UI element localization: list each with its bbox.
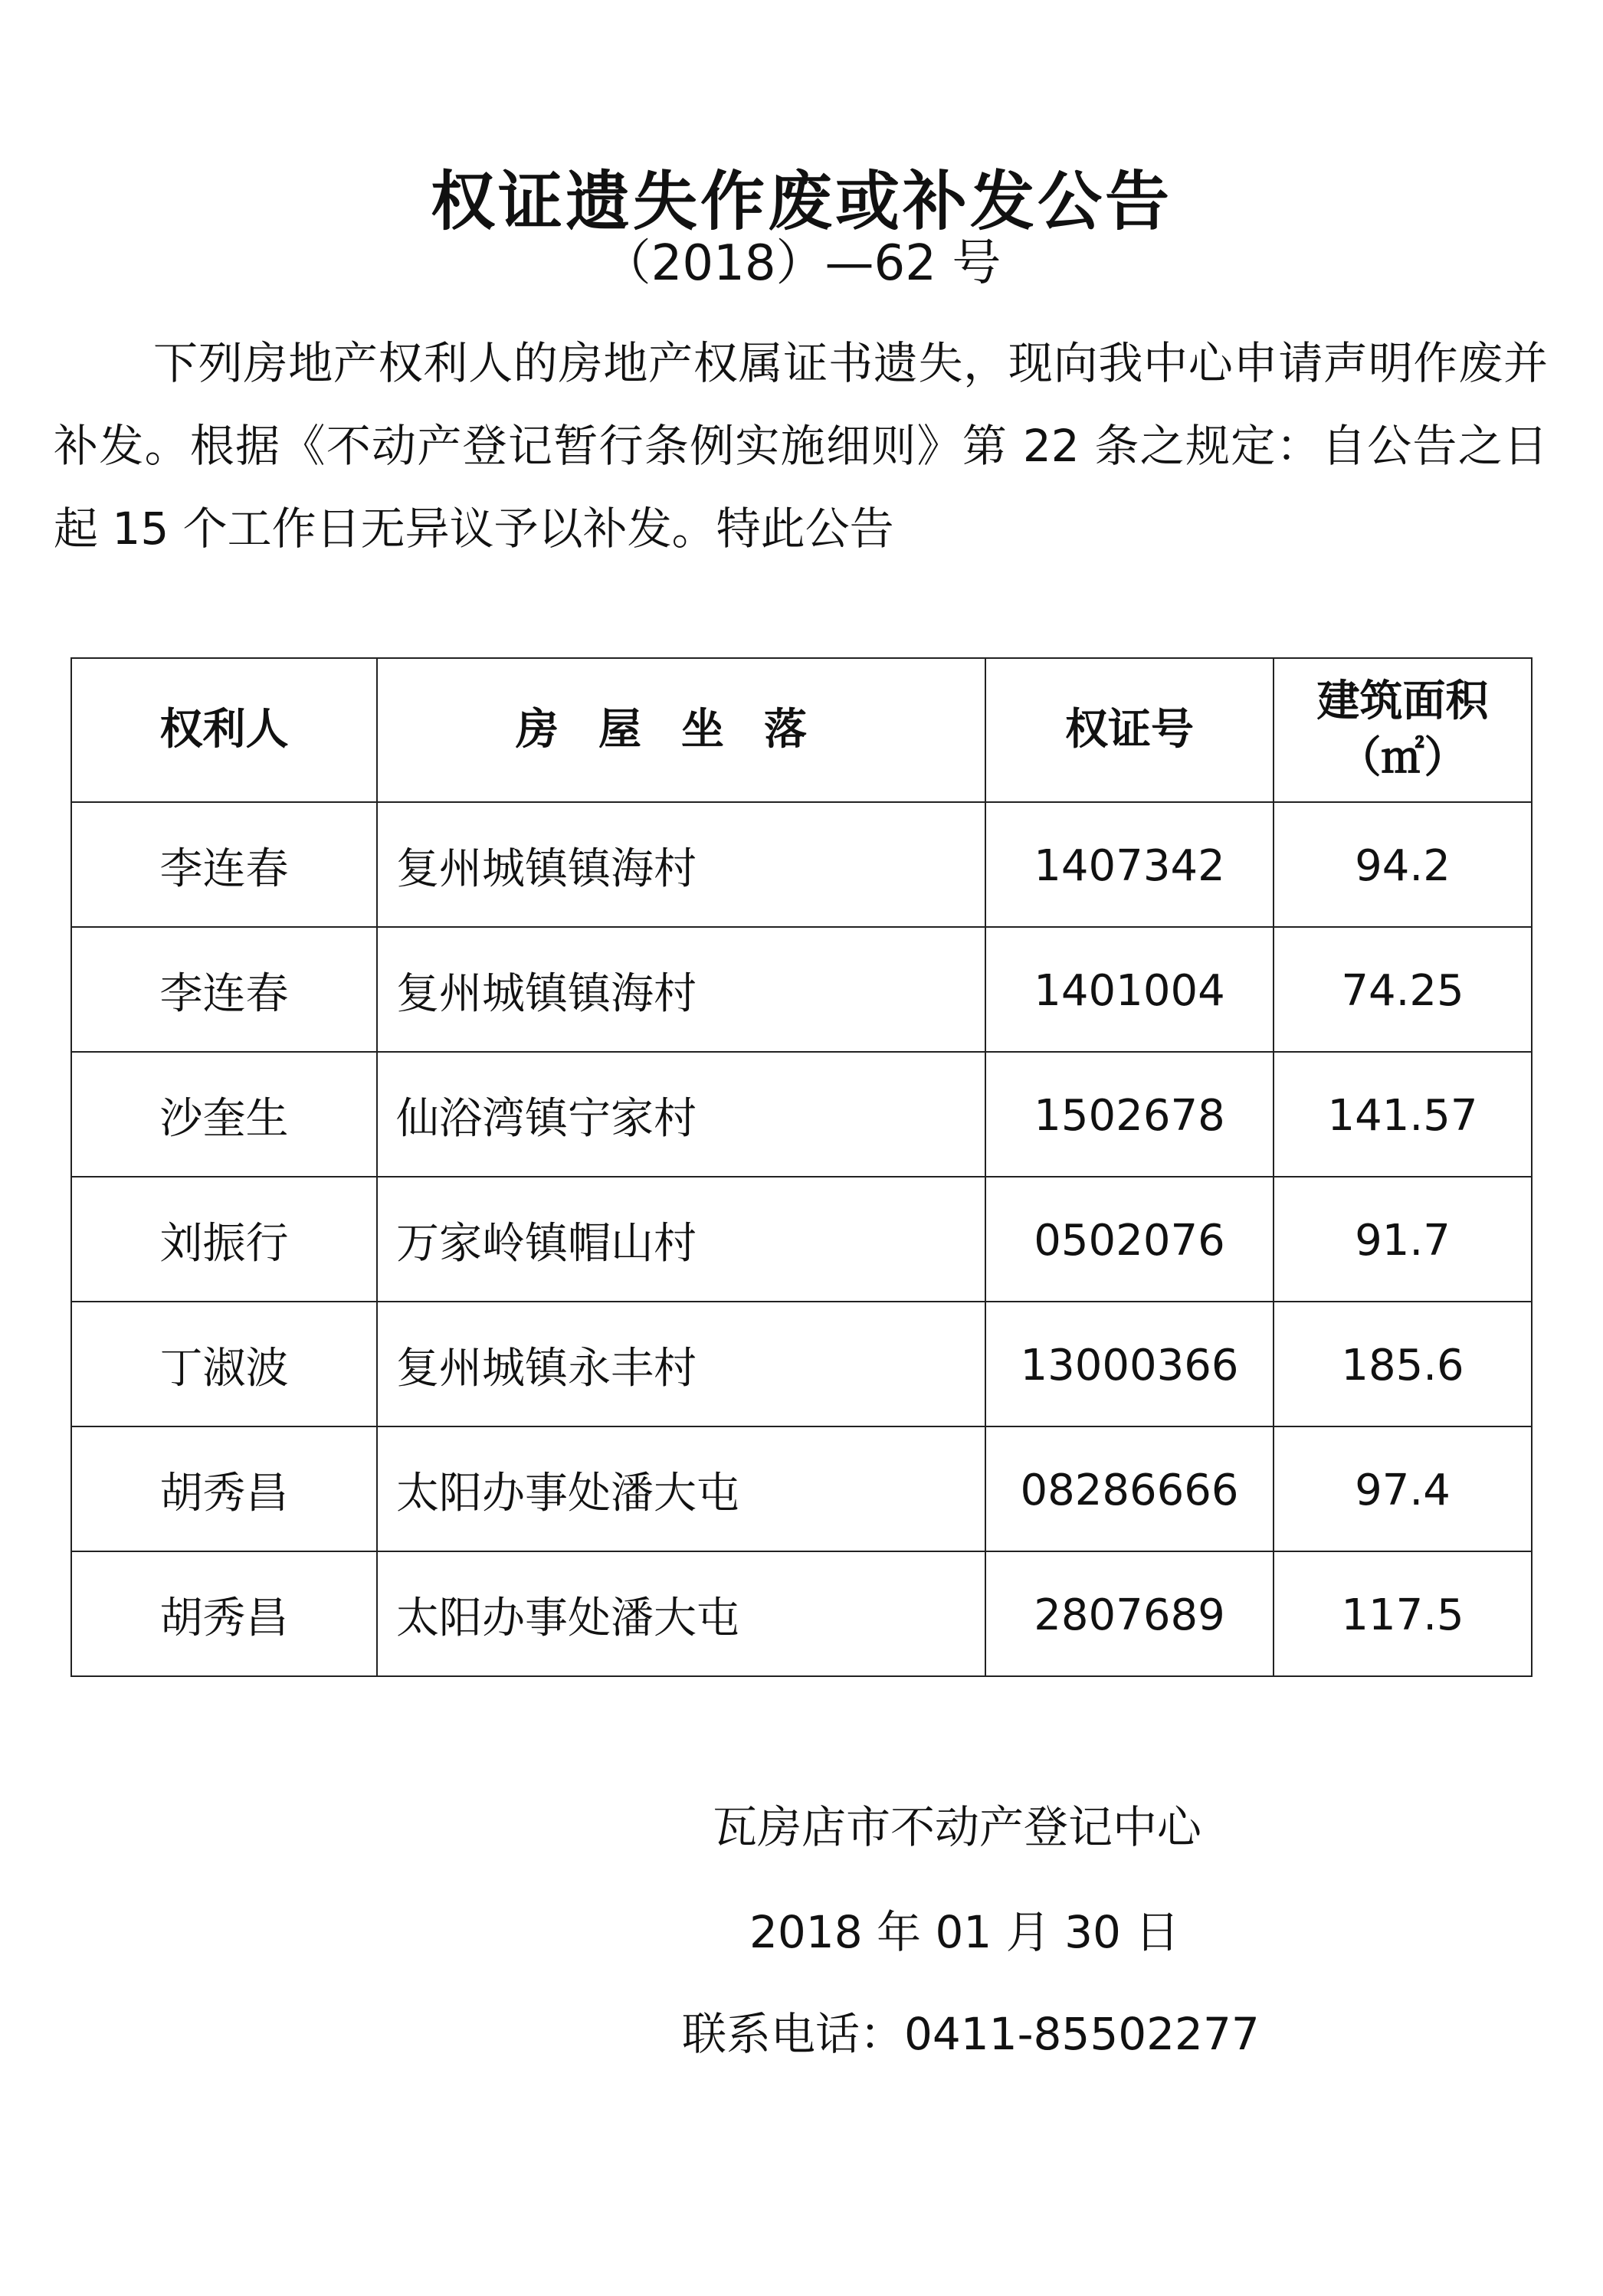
cell-holder: 胡秀昌: [71, 1551, 377, 1676]
cell-holder: 李连春: [71, 802, 377, 927]
header-location-label: 房屋坐落: [516, 705, 847, 755]
table-row: [71, 802, 1532, 927]
cell-holder: 李连春: [71, 927, 377, 1052]
header-area-line2: （㎡）: [1338, 733, 1467, 783]
cell-holder: 刘振行: [71, 1177, 377, 1302]
table-row: [71, 927, 1532, 1052]
cell-location: 太阳办事处潘大屯: [377, 1426, 985, 1551]
header-cert: 权证号: [985, 658, 1274, 802]
issue-date: 2018 年 01 月 30 日: [749, 1906, 1180, 1958]
cell-location: 复州城镇永丰村: [377, 1302, 985, 1426]
cell-holder: 丁淑波: [71, 1302, 377, 1426]
notice-body: 下列房地产权利人的房地产权属证书遗失，现向我中心申请声明作废并补发。根据《不动产登记暂行条例实施细则》第 22 条之规定：自公告之日起 15 个工作日无异议予以补发。特此公告: [54, 337, 1548, 555]
cell-cert: 2807689: [985, 1551, 1274, 1676]
issuing-organization: 瓦房店市不动产登记中心: [713, 1801, 1202, 1853]
cell-cert: 0502076: [985, 1177, 1274, 1302]
header-holder: 权利人: [71, 658, 377, 802]
table-row: [71, 1302, 1532, 1426]
header-area-line1: 建筑面积: [1316, 676, 1489, 726]
cell-holder: 沙奎生: [71, 1052, 377, 1177]
header-area: [1274, 658, 1532, 802]
cell-area: 94.2: [1274, 802, 1532, 927]
cell-location: 复州城镇镇海村: [377, 927, 985, 1052]
notice-number: （2018）—62 号: [602, 235, 1001, 292]
cell-cert: 1407342: [985, 802, 1274, 927]
cell-area: 141.57: [1274, 1052, 1532, 1177]
cell-area: 117.5: [1274, 1551, 1532, 1676]
cell-location: 万家岭镇帽山村: [377, 1177, 985, 1302]
contact-phone: 联系电话：0411-85502277: [682, 2008, 1260, 2060]
cell-area: 91.7: [1274, 1177, 1532, 1302]
cell-holder: 胡秀昌: [71, 1426, 377, 1551]
table-header-row: [71, 658, 1532, 802]
cell-area: 185.6: [1274, 1302, 1532, 1426]
records-table: [70, 657, 1533, 1677]
header-location: [377, 658, 985, 802]
cell-cert: 1502678: [985, 1052, 1274, 1177]
cell-location: 太阳办事处潘大屯: [377, 1551, 985, 1676]
cell-area: 97.4: [1274, 1426, 1532, 1551]
cell-cert: 08286666: [985, 1426, 1274, 1551]
cell-area: 74.25: [1274, 927, 1532, 1052]
table-row: [71, 1551, 1532, 1676]
table-row: [71, 1177, 1532, 1302]
cell-location: 仙浴湾镇宁家村: [377, 1052, 985, 1177]
cell-cert: 1401004: [985, 927, 1274, 1052]
cell-cert: 13000366: [985, 1302, 1274, 1426]
table-row: [71, 1052, 1532, 1177]
cell-location: 复州城镇镇海村: [377, 802, 985, 927]
notice-title: 权证遗失作废或补发公告: [430, 164, 1172, 240]
table-row: [71, 1426, 1532, 1551]
